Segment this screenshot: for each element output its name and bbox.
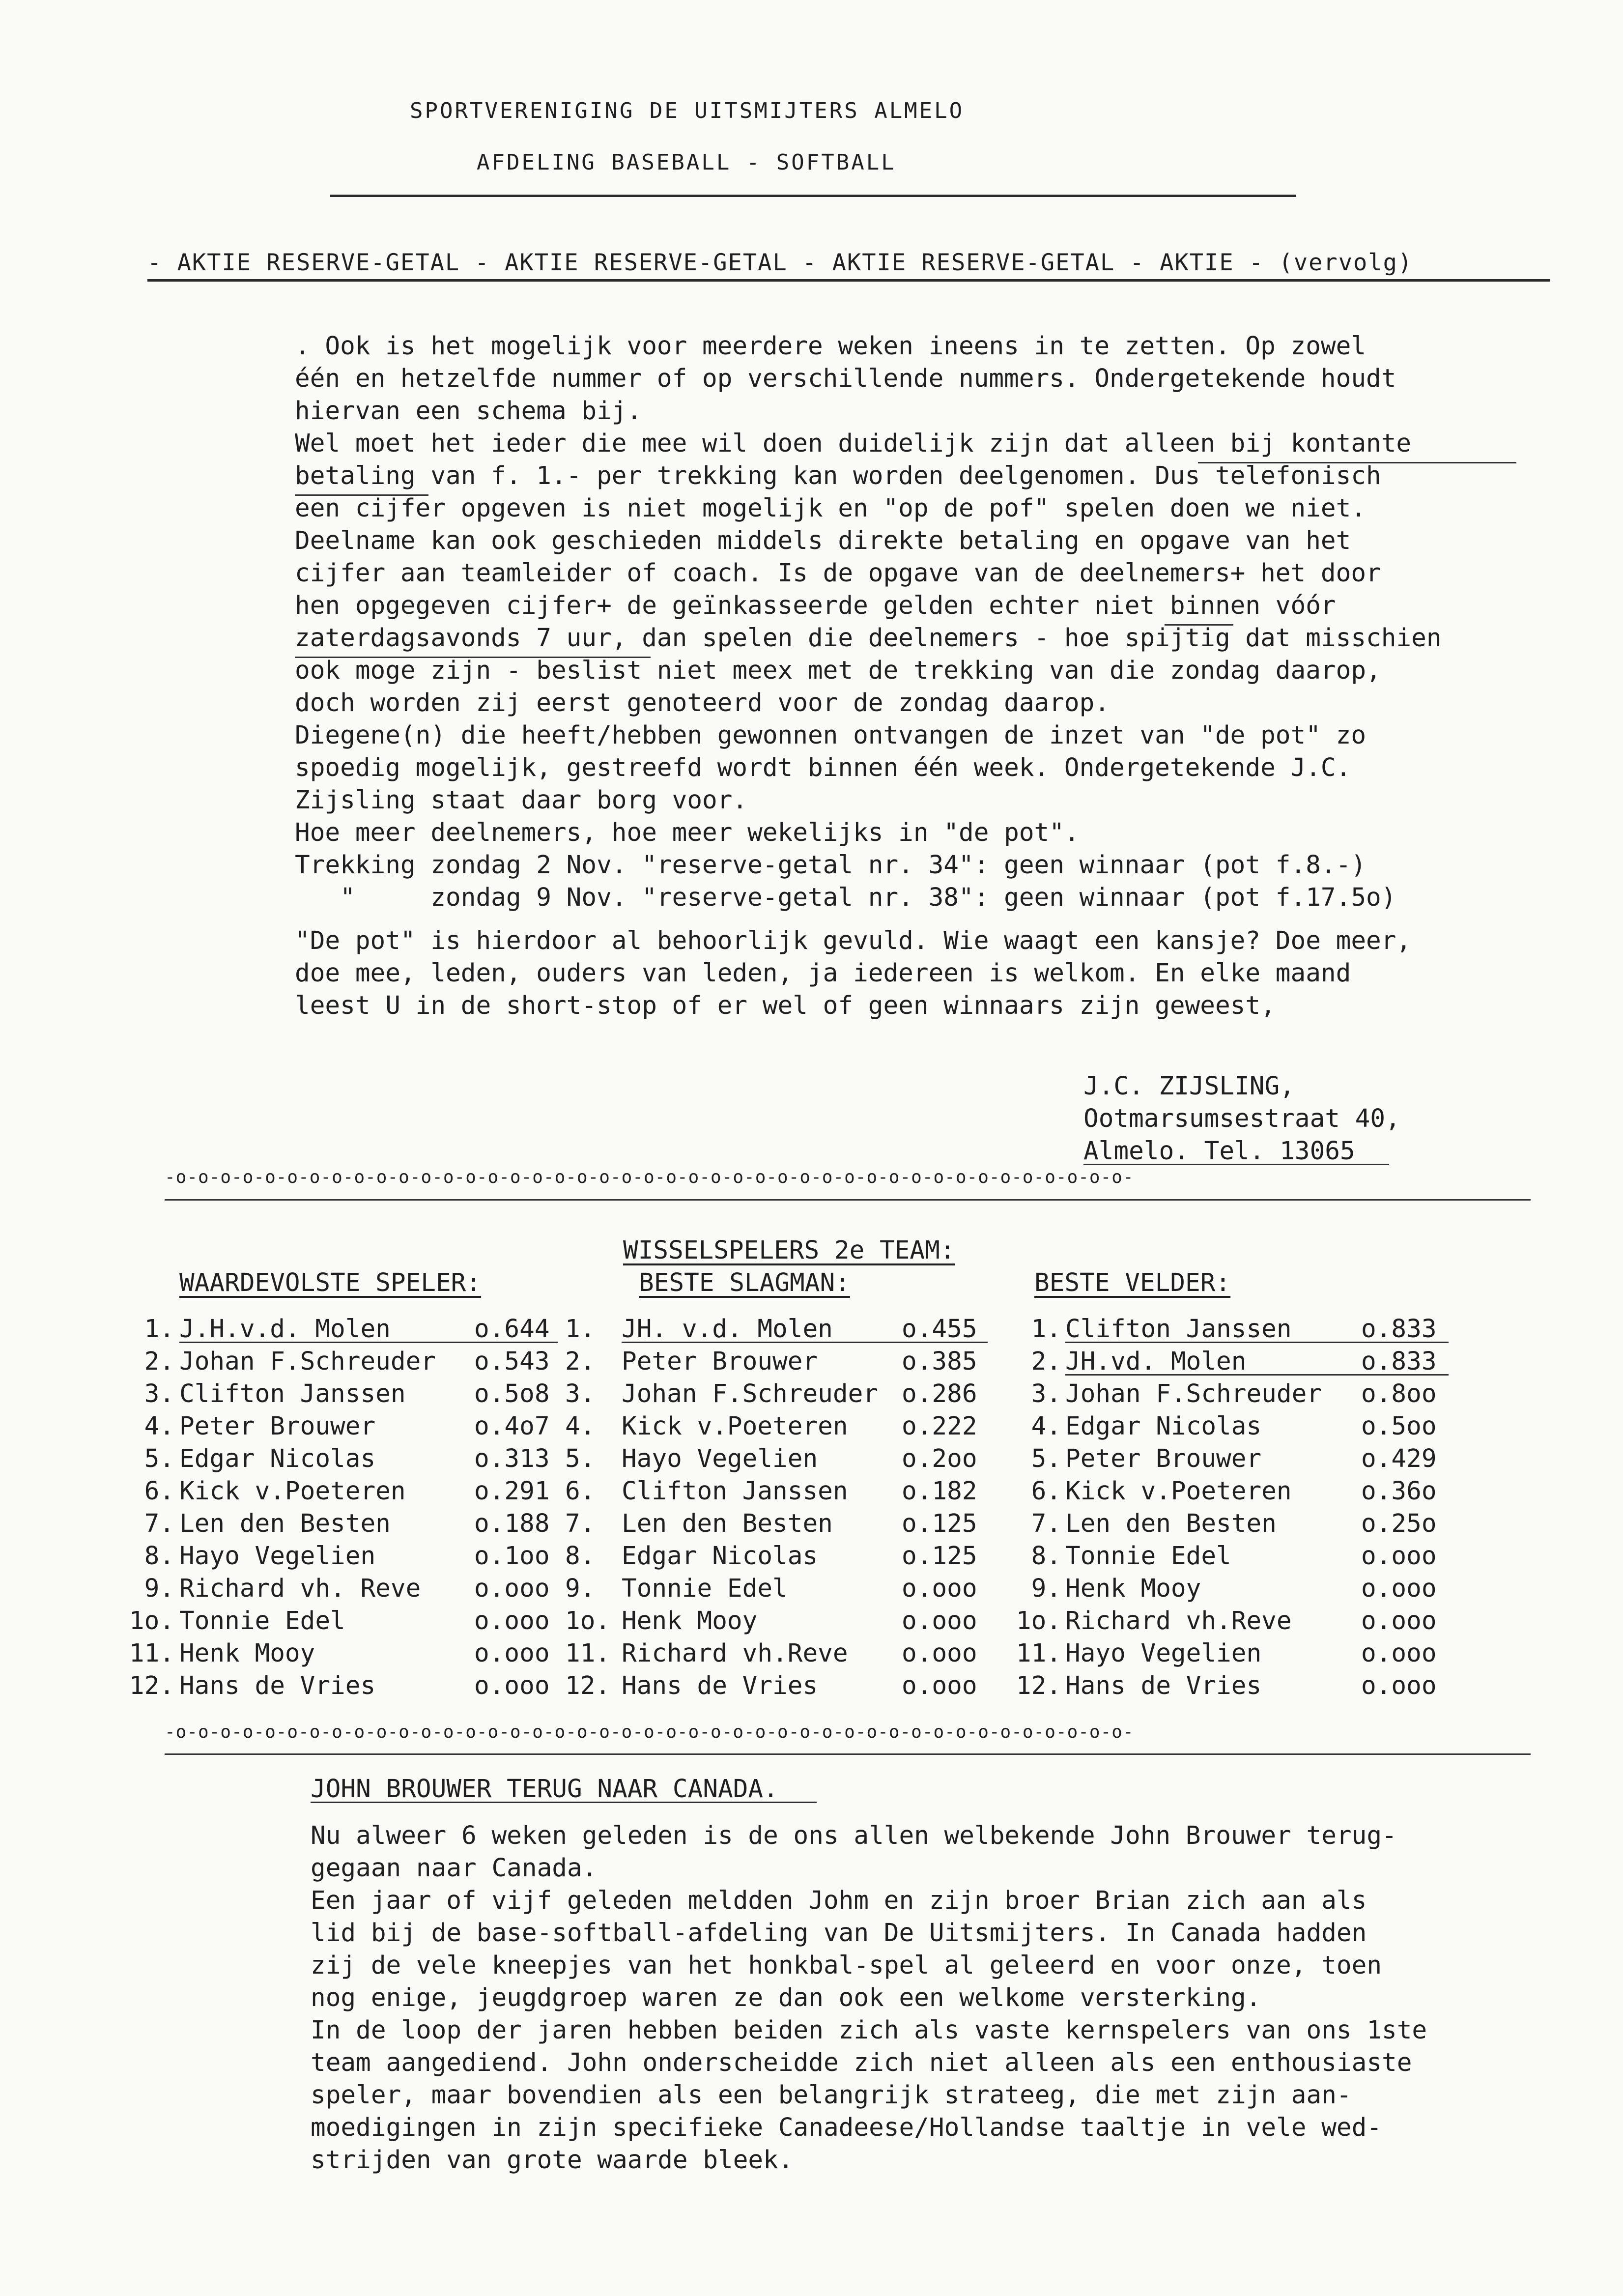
- paragraph-line: doch worden zij eerst genoteerd voor de zondag daarop.: [295, 689, 1110, 718]
- player-mvp: J.H.v.d. Molen: [179, 1315, 391, 1344]
- header-rule: [330, 195, 1296, 197]
- heading-substitutes: WISSELSPELERS 2e TEAM:: [623, 1236, 955, 1265]
- separator-rule: [165, 1753, 1531, 1755]
- value-fielder: o.429: [1361, 1444, 1437, 1473]
- player-mvp: Edgar Nicolas: [179, 1444, 376, 1473]
- player-mvp: Tonnie Edel: [179, 1607, 345, 1636]
- paragraph-line: speler, maar bovendien als een belangrijk strateeg, die met zijn aan-: [311, 2081, 1352, 2110]
- rank-fielder: 2.: [1031, 1347, 1061, 1376]
- rank-batter: 5.: [565, 1444, 596, 1473]
- rank-mvp: 1.: [144, 1315, 174, 1344]
- paragraph-line: cijfer aan teamleider of coach. Is de opgave van de deelnemers+ het door: [295, 559, 1381, 588]
- value-fielder: o.8oo: [1361, 1379, 1437, 1408]
- underline-niet: [1165, 624, 1233, 626]
- value-mvp: o.291: [474, 1477, 550, 1506]
- player-batter: Kick v.Poeteren: [622, 1412, 848, 1441]
- table-row: [0, 1637, 1623, 1670]
- rank-mvp: 9.: [144, 1574, 174, 1603]
- table-row: [0, 1313, 1623, 1346]
- paragraph-line: gegaan naar Canada.: [311, 1854, 598, 1883]
- value-mvp: o.1oo: [474, 1542, 550, 1571]
- player-fielder: Clifton Janssen: [1065, 1315, 1292, 1344]
- rank-fielder: 7.: [1031, 1509, 1061, 1538]
- rank-mvp: 6.: [144, 1477, 174, 1506]
- signature-city: Almelo. Tel. 13065: [1083, 1137, 1355, 1166]
- paragraph-line: leest U in de short-stop of er wel of geen winnaars zijn geweest,: [295, 991, 1276, 1020]
- rank-fielder: 8.: [1031, 1542, 1061, 1571]
- value-mvp: o.4o7: [474, 1412, 550, 1441]
- signature-underline: [1083, 1164, 1389, 1165]
- value-batter: o.ooo: [902, 1639, 977, 1668]
- table-row: [0, 1410, 1623, 1443]
- player-batter: JH. v.d. Molen: [622, 1315, 833, 1344]
- rank-batter: 12.: [565, 1671, 611, 1700]
- rank-mvp: 1o.: [129, 1607, 174, 1636]
- player-mvp: Richard vh. Reve: [179, 1574, 421, 1603]
- player-batter: Johan F.Schreuder: [622, 1379, 878, 1408]
- rank-batter: 11.: [565, 1639, 611, 1668]
- paragraph-line: Hoe meer deelnemers, hoe meer wekelijks in "de pot".: [295, 818, 1080, 847]
- player-fielder: Edgar Nicolas: [1065, 1412, 1262, 1441]
- rank-fielder: 1o.: [1016, 1607, 1061, 1636]
- value-batter: o.385: [902, 1347, 977, 1376]
- paragraph-line: nog enige, jeugdgroep waren ze dan ook een welkome versterking.: [311, 1983, 1261, 2012]
- player-batter: Clifton Janssen: [622, 1477, 848, 1506]
- player-fielder: Johan F.Schreuder: [1065, 1379, 1322, 1408]
- department-name: AFDELING BASEBALL - SOFTBALL: [477, 150, 896, 175]
- article-john-brouwer: [311, 1820, 1427, 2177]
- rank-batter: 7.: [565, 1509, 596, 1538]
- value-batter: o.ooo: [902, 1671, 977, 1700]
- separator: -o-o-o-o-o-o-o-o-o-o-o-o-o-o-o-o-o-o-o-o-o-o-o-o-o-o-o-o-o-o-o-o-o-o-o-o-o-o-o-o-o-o-o-: [165, 1722, 1134, 1742]
- player-fielder: JH.vd. Molen: [1065, 1347, 1247, 1376]
- paragraph-line: lid bij de base-softball-afdeling van De Uitsmijters. In Canada hadden: [311, 1919, 1367, 1948]
- player-mvp: Len den Besten: [179, 1509, 391, 1538]
- player-fielder: Len den Besten: [1065, 1509, 1277, 1538]
- underline-kontante: [1198, 462, 1516, 463]
- rank-fielder: 12.: [1016, 1671, 1061, 1700]
- signature-name: J.C. ZIJSLING,: [1083, 1072, 1295, 1101]
- rank-mvp: 7.: [144, 1509, 174, 1538]
- rank-batter: 3.: [565, 1379, 596, 1408]
- value-fielder: o.833: [1361, 1315, 1437, 1344]
- article-lottery: [295, 330, 1442, 1022]
- underline-zaterdag: [295, 657, 651, 658]
- table-row: [0, 1378, 1623, 1410]
- rank-batter: 6.: [565, 1477, 596, 1506]
- value-fielder: o.5oo: [1361, 1412, 1437, 1441]
- rank-fielder: 6.: [1031, 1477, 1061, 1506]
- heading-mvp: WAARDEVOLSTE SPELER:: [179, 1268, 482, 1297]
- underline-fielder-first: [1065, 1342, 1449, 1343]
- table-row: [0, 1346, 1623, 1378]
- player-mvp: Peter Brouwer: [179, 1412, 376, 1441]
- rank-batter: 1.: [565, 1315, 596, 1344]
- banner-title: - AKTIE RESERVE-GETAL - AKTIE RESERVE-GETAL - AKTIE RESERVE-GETAL - AKTIE - (vervolg): [147, 249, 1413, 276]
- value-fielder: o.25o: [1361, 1509, 1437, 1538]
- underline-fielder-second: [1065, 1374, 1449, 1376]
- rank-batter: 9.: [565, 1574, 596, 1603]
- value-fielder: o.ooo: [1361, 1639, 1437, 1668]
- paragraph-line: betaling van f. 1.- per trekking kan worden deelgenomen. Dus telefonisch: [295, 461, 1381, 490]
- player-batter: Peter Brouwer: [622, 1347, 818, 1376]
- rank-fielder: 1.: [1031, 1315, 1061, 1344]
- player-mvp: Kick v.Poeteren: [179, 1477, 406, 1506]
- player-mvp: Johan F.Schreuder: [179, 1347, 436, 1376]
- value-fielder: o.ooo: [1361, 1574, 1437, 1603]
- paragraph-line: Trekking zondag 2 Nov. "reserve-getal nr. 34": geen winnaar (pot f.8.-): [295, 851, 1367, 880]
- value-mvp: o.543: [474, 1347, 550, 1376]
- separator: -o-o-o-o-o-o-o-o-o-o-o-o-o-o-o-o-o-o-o-o-o-o-o-o-o-o-o-o-o-o-o-o-o-o-o-o-o-o-o-o-o-o-o-: [165, 1167, 1134, 1187]
- article-title-underline: [311, 1802, 817, 1803]
- player-batter: Hans de Vries: [622, 1671, 818, 1700]
- rank-batter: 4.: [565, 1412, 596, 1441]
- player-fielder: Hans de Vries: [1065, 1671, 1262, 1700]
- paragraph-line: een cijfer opgeven is niet mogelijk en "op de pof" spelen doen we niet.: [295, 494, 1367, 523]
- value-batter: o.ooo: [902, 1607, 977, 1636]
- table-row: [0, 1605, 1623, 1637]
- value-batter: o.125: [902, 1509, 977, 1538]
- paragraph-line: Nu alweer 6 weken geleden is de ons allen welbekende John Brouwer terug-: [311, 1821, 1397, 1850]
- value-mvp: o.644: [474, 1315, 550, 1344]
- rank-mvp: 8.: [144, 1542, 174, 1571]
- value-fielder: o.36o: [1361, 1477, 1437, 1506]
- value-fielder: o.833: [1361, 1347, 1437, 1376]
- heading-best-batter: BESTE SLAGMAN:: [639, 1268, 850, 1297]
- value-batter: o.ooo: [902, 1574, 977, 1603]
- value-mvp: o.ooo: [474, 1639, 550, 1668]
- value-batter: o.2oo: [902, 1444, 977, 1473]
- player-mvp: Clifton Janssen: [179, 1379, 406, 1408]
- value-fielder: o.ooo: [1361, 1671, 1437, 1700]
- value-fielder: o.ooo: [1361, 1542, 1437, 1571]
- underline-mvp-first: [179, 1342, 558, 1343]
- player-mvp: Hayo Vegelien: [179, 1542, 376, 1571]
- paragraph-line: Zijsling staat daar borg voor.: [295, 786, 748, 815]
- rank-mvp: 12.: [129, 1671, 174, 1700]
- player-fielder: Peter Brouwer: [1065, 1444, 1262, 1473]
- player-batter: Henk Mooy: [622, 1607, 758, 1636]
- table-row: [0, 1670, 1623, 1702]
- rank-batter: 2.: [565, 1347, 596, 1376]
- club-name: SPORTVERENIGING DE UITSMIJTERS ALMELO: [410, 98, 965, 123]
- paragraph-line: Een jaar of vijf geleden meldden Johm en zijn broer Brian zich aan als: [311, 1886, 1367, 1915]
- separator-rule: [165, 1199, 1531, 1201]
- value-batter: o.182: [902, 1477, 977, 1506]
- table-row: [0, 1508, 1623, 1540]
- value-mvp: o.5o8: [474, 1379, 550, 1408]
- value-fielder: o.ooo: [1361, 1607, 1437, 1636]
- rank-mvp: 5.: [144, 1444, 174, 1473]
- paragraph-line: zij de vele kneepjes van het honkbal-spel al geleerd en voor onze, toen: [311, 1951, 1382, 1980]
- paragraph-line: hiervan een schema bij.: [295, 397, 642, 426]
- paragraph-line: . Ook is het mogelijk voor meerdere weken ineens in te zetten. Op zowel: [295, 332, 1367, 361]
- paragraph-line: spoedig mogelijk, gestreefd wordt binnen één week. Ondergetekende J.C.: [295, 753, 1351, 782]
- value-batter: o.286: [902, 1379, 977, 1408]
- table-row: [0, 1573, 1623, 1605]
- player-batter: Richard vh.Reve: [622, 1639, 848, 1668]
- player-fielder: Kick v.Poeteren: [1065, 1477, 1292, 1506]
- rank-batter: 1o.: [565, 1607, 611, 1636]
- signature-street: Ootmarsumsestraat 40,: [1083, 1104, 1400, 1133]
- banner-rule: [147, 279, 1550, 282]
- paragraph-line: doe mee, leden, ouders van leden, ja iedereen is welkom. En elke maand: [295, 959, 1351, 988]
- table-row: [0, 1475, 1623, 1508]
- paragraph-line: hen opgegeven cijfer+ de geïnkasseerde gelden echter niet binnen vóór: [295, 591, 1336, 620]
- rank-mvp: 4.: [144, 1412, 174, 1441]
- rank-fielder: 9.: [1031, 1574, 1061, 1603]
- underline-betaling: [295, 494, 428, 496]
- rank-fielder: 5.: [1031, 1444, 1061, 1473]
- player-fielder: Henk Mooy: [1065, 1574, 1201, 1603]
- paragraph-line: Wel moet het ieder die mee wil doen duidelijk zijn dat alleen bij kontante: [295, 429, 1412, 458]
- rank-fielder: 11.: [1016, 1639, 1061, 1668]
- heading-best-fielder: BESTE VELDER:: [1034, 1268, 1231, 1297]
- player-mvp: Henk Mooy: [179, 1639, 315, 1668]
- rank-mvp: 11.: [129, 1639, 174, 1668]
- underline-batter-first: [622, 1342, 988, 1343]
- player-fielder: Richard vh.Reve: [1065, 1607, 1292, 1636]
- player-batter: Edgar Nicolas: [622, 1542, 818, 1571]
- player-batter: Hayo Vegelien: [622, 1444, 818, 1473]
- player-batter: Len den Besten: [622, 1509, 833, 1538]
- player-mvp: Hans de Vries: [179, 1671, 376, 1700]
- value-batter: o.455: [902, 1315, 977, 1344]
- paragraph-line: " zondag 9 Nov. "reserve-getal nr. 38": geen winnaar (pot f.17.5o): [295, 883, 1396, 912]
- article-title: JOHN BROUWER TERUG NAAR CANADA.: [311, 1775, 778, 1804]
- rank-mvp: 2.: [144, 1347, 174, 1376]
- value-mvp: o.313: [474, 1444, 550, 1473]
- value-mvp: o.ooo: [474, 1671, 550, 1700]
- paragraph-line: In de loop der jaren hebben beiden zich als vaste kernspelers van ons 1ste: [311, 2016, 1427, 2045]
- value-mvp: o.ooo: [474, 1574, 550, 1603]
- value-mvp: o.188: [474, 1509, 550, 1538]
- paragraph-line: "De pot" is hierdoor al behoorlijk gevuld. Wie waagt een kansje? Doe meer,: [295, 926, 1412, 955]
- player-fielder: Tonnie Edel: [1065, 1542, 1231, 1571]
- value-batter: o.125: [902, 1542, 977, 1571]
- paragraph-line: team aangediend. John onderscheidde zich niet alleen als een enthousiaste: [311, 2048, 1412, 2077]
- paragraph-line: strijden van grote waarde bleek.: [311, 2146, 794, 2175]
- value-batter: o.222: [902, 1412, 977, 1441]
- paragraph-line: moedigingen in zijn specifieke Canadeese/Hollandse taaltje in vele wed-: [311, 2113, 1382, 2142]
- player-batter: Tonnie Edel: [622, 1574, 788, 1603]
- table-row: [0, 1540, 1623, 1573]
- player-fielder: Hayo Vegelien: [1065, 1639, 1262, 1668]
- value-mvp: o.ooo: [474, 1607, 550, 1636]
- paragraph-line: ook moge zijn - beslist niet meex met de trekking van die zondag daarop,: [295, 656, 1381, 685]
- rank-fielder: 3.: [1031, 1379, 1061, 1408]
- rank-fielder: 4.: [1031, 1412, 1061, 1441]
- paragraph-line: één en hetzelfde nummer of op verschillende nummers. Ondergetekende houdt: [295, 364, 1396, 393]
- paragraph-line: Deelname kan ook geschieden middels direkte betaling en opgave van het: [295, 526, 1351, 555]
- rank-batter: 8.: [565, 1542, 596, 1571]
- paragraph-line: Diegene(n) die heeft/hebben gewonnen ontvangen de inzet van "de pot" zo: [295, 721, 1367, 750]
- paragraph-line: zaterdagsavonds 7 uur, dan spelen die deelnemers - hoe spijtig dat misschien: [295, 624, 1442, 653]
- table-row: [0, 1443, 1623, 1475]
- rank-mvp: 3.: [144, 1379, 174, 1408]
